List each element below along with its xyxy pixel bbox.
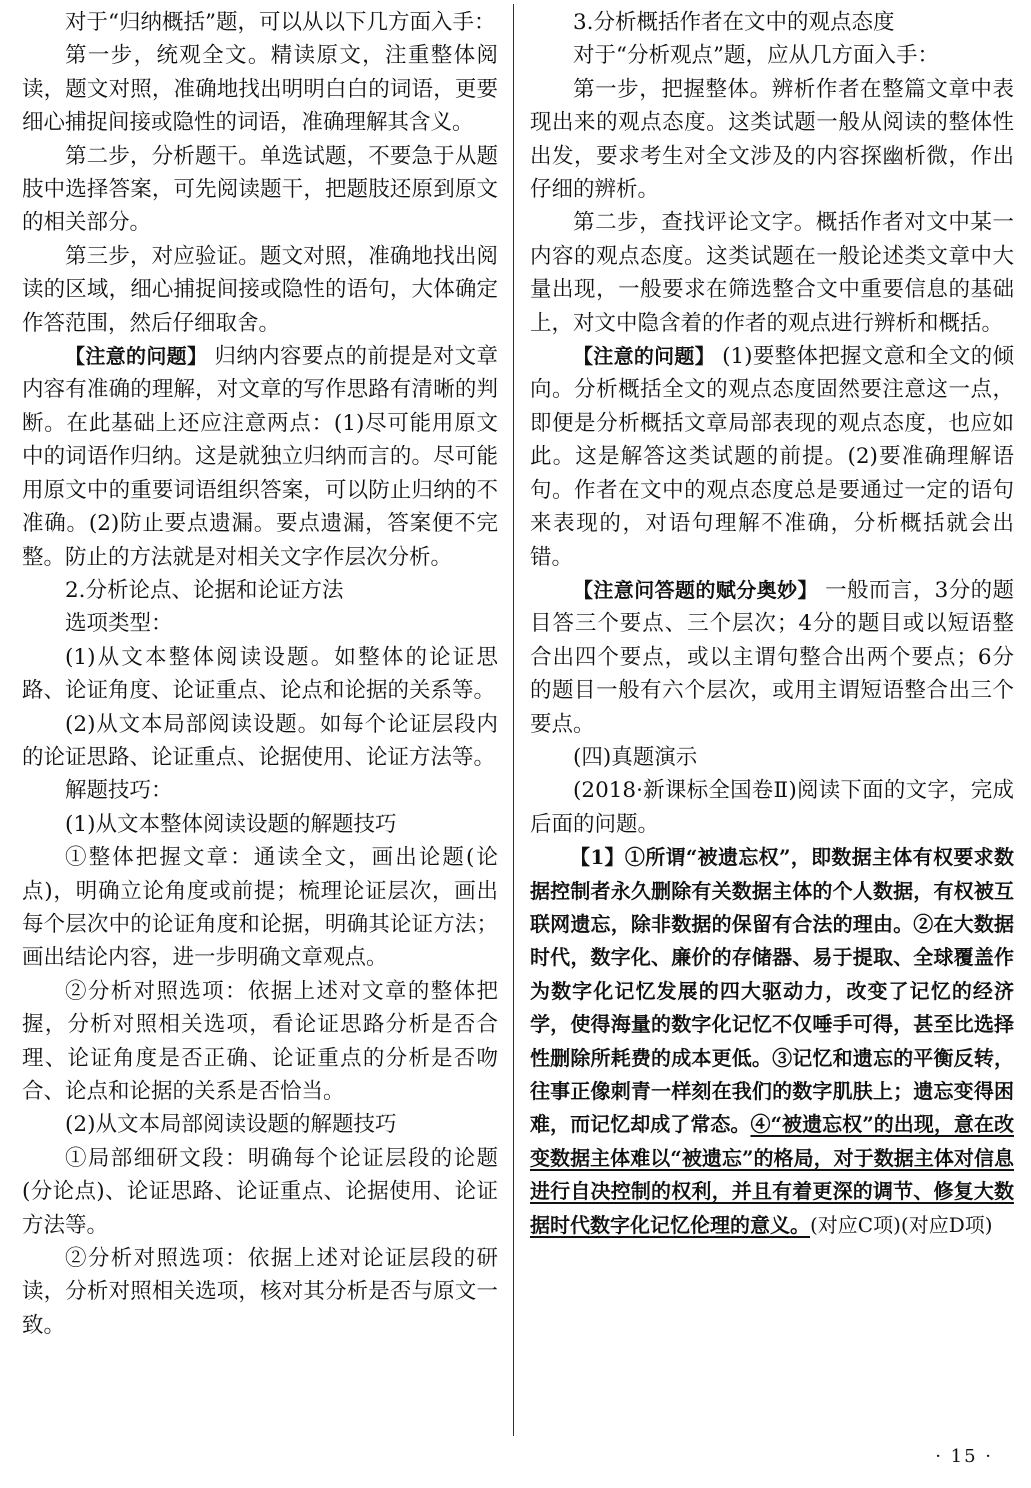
paragraph-text: ①局部细研文段：明确每个论证层段的论题(分论点)、论证思路、论证重点、论据使用、论证方法等。 (22, 1145, 498, 1238)
paragraph-text: 第二步，分析题干。单选试题，不要急于从题肢中选择答案，可先阅读题干，把题肢还原到原文的相关部分。 (22, 143, 498, 236)
right-paragraph (530, 340, 1014, 574)
passage-note: (对应C项)(对应D项) (810, 1212, 993, 1237)
right-paragraph (530, 574, 1014, 741)
left-paragraph (22, 1142, 498, 1242)
left-paragraph (22, 641, 498, 708)
right-paragraphs (530, 6, 1014, 841)
passage-marker: 【1】 (570, 845, 625, 870)
right-paragraph (530, 741, 1014, 774)
left-paragraph (22, 1108, 498, 1141)
passage-text: ①所谓“被遗忘权”，即数据主体有权要求数据控制者永久删除有关数据主体的个人数据，有权被互联网遗忘，除非数据的保留有合法的理由。②在大数据时代，数字化、廉价的存储器、易于提取、全球覆盖作为数字化记忆发展的四大驱动力，改变了记忆的经济学，使得海量的数字化记忆不仅唾手可得，甚至比选择性删除所耗费的成本更低。③记忆和遗忘的平衡反转，往事正像刺青一样刻在我们的数字肌肤上；遗忘变得困难，而记忆却成了常态。 (530, 845, 1014, 1137)
paragraph-text: 第一步，把握整体。辨析作者在整篇文章中表现出来的观点态度。这类试题一般从阅读的整体性出发，要求考生对全文涉及的内容探幽析微，作出仔细的辨析。 (530, 76, 1014, 203)
paragraph-text: (1)要整体把握文意和全文的倾向。分析概括全文的观点态度固然要注意这一点，即便是分析概括文章局部表现的观点态度，也应如此。这是解答这类试题的前提。(2)要准确理解语句。作者在文中的观点态度总是要通过一定的语句来表现的，对语句理解不准确，分析概括就会出错。 (530, 344, 1014, 570)
paragraph-text: (2)从文本局部阅读设题的解题技巧 (65, 1112, 397, 1138)
left-column (22, 6, 498, 1342)
paragraph-text: ②分析对照选项：依据上述对论证层段的研读，分析对照相关选项，核对其分析是否与原文一致。 (22, 1246, 498, 1338)
left-paragraph (22, 708, 498, 775)
note-heading: 【注意的问题】 (573, 344, 715, 369)
paragraph-text: ②分析对照选项：依据上述对文章的整体把握，分析对照相关选项，看论证思路分析是否合理、论证角度是否正确、论证重点的分析是否吻合、论点和论据的关系是否恰当。 (22, 978, 498, 1104)
right-paragraph (530, 206, 1014, 340)
note-heading: 【注意问答题的赋分奥妙】 (573, 577, 818, 602)
paragraph-text: 第一步，统观全文。精读原文，注重整体阅读，题文对照，准确地找出明明白白的词语，更要细心捕捉间接或隐性的词语，准确理解其含义。 (22, 43, 498, 136)
paragraph-text: (1)从文本整体阅读设题的解题技巧 (65, 811, 397, 837)
column-divider (513, 4, 514, 1436)
left-paragraph (22, 975, 498, 1109)
paragraph-text: 对于“归纳概括”题，可以从以下几方面入手： (65, 10, 496, 35)
left-paragraph (22, 240, 498, 340)
left-paragraph (22, 39, 498, 139)
right-paragraph (530, 73, 1014, 207)
exam-passage (530, 841, 1014, 1242)
paragraph-text: 解题技巧： (65, 778, 173, 804)
page-number: · 15 · (935, 1446, 993, 1467)
paragraph-text: (2)从文本局部阅读设题。如每个论证层段内的论证思路、论证重点、论据使用、论证方法等。 (22, 711, 498, 770)
left-paragraph (22, 1242, 498, 1342)
left-paragraph (22, 607, 498, 640)
paragraph-text: (四)真题演示 (573, 744, 698, 770)
paragraph-text: 对于“分析观点”题，应从几方面入手： (573, 43, 939, 69)
left-paragraph (22, 6, 498, 39)
paragraph-text: ①整体把握文章：通读全文，画出论题(论点)，明确立论角度或前提；梳理论证层次，画出每个层次中的论证角度和论据，明确其论证方法；画出结论内容，进一步明确文章观点。 (22, 845, 498, 971)
paragraph-text: (1)从文本整体阅读设题。如整体的论证思路、论证角度、论证重点、论点和论据的关系等。 (22, 644, 498, 704)
left-paragraph (22, 574, 498, 607)
passage-underlined-text: ④“被遗忘权”的出现，意在改变数据主体难以“被遗忘”的格局，对于数据主体对信息进行自决控制的权利，并且有着更深的调节、修复大数据时代数字化记忆伦理的意义。 (530, 1112, 1014, 1237)
paragraph-text: 归纳内容要点的前提是对文章内容有准确的理解，对文章的写作思路有清晰的判断。在此基础上还应注意两点：(1)尽可能用原文中的词语作归纳。这是就独立归纳而言的。尽可能用原文中的重要词语组织答案，可以防止归纳的不准确。(2)防止要点遗漏。要点遗漏，答案便不完整。防止的方法就是对相关文字作层次分析。 (22, 344, 499, 570)
right-paragraph (530, 6, 1014, 39)
left-paragraph (22, 808, 498, 841)
paragraph-text: 一般而言，3分的题目答三个要点、三个层次；4分的题目或以短语整合出四个要点，或以主谓句整合出两个要点；6分的题目一般有六个层次，或用主谓短语整合出三个要点。 (530, 577, 1015, 737)
left-paragraph (22, 841, 498, 975)
note-heading: 【注意的问题】 (65, 344, 208, 369)
right-paragraph (530, 39, 1014, 72)
left-paragraph (22, 774, 498, 807)
paragraph-text: 第三步，对应验证。题文对照，准确地找出阅读的区域，细心捕捉间接或隐性的语句，大体确定作答范围，然后仔细取舍。 (22, 243, 498, 336)
left-paragraph (22, 340, 498, 574)
left-paragraph (22, 140, 498, 240)
right-paragraph (530, 774, 1014, 841)
paragraph-text: 3.分析概括作者在文中的观点态度 (573, 10, 895, 35)
paragraph-text: 2.分析论点、论据和论证方法 (65, 577, 344, 603)
paragraph-text: (2018·新课标全国卷Ⅱ)阅读下面的文字，完成后面的问题。 (530, 778, 1014, 837)
right-column (530, 6, 1014, 1242)
paragraph-text: 第二步，查找评论文字。概括作者对文中某一内容的观点态度。这类试题在一般论述类文章中大量出现，一般要求在筛选整合文中重要信息的基础上，对文中隐含着的作者的观点进行辨析和概括。 (530, 210, 1014, 336)
paragraph-text: 选项类型： (65, 611, 173, 637)
